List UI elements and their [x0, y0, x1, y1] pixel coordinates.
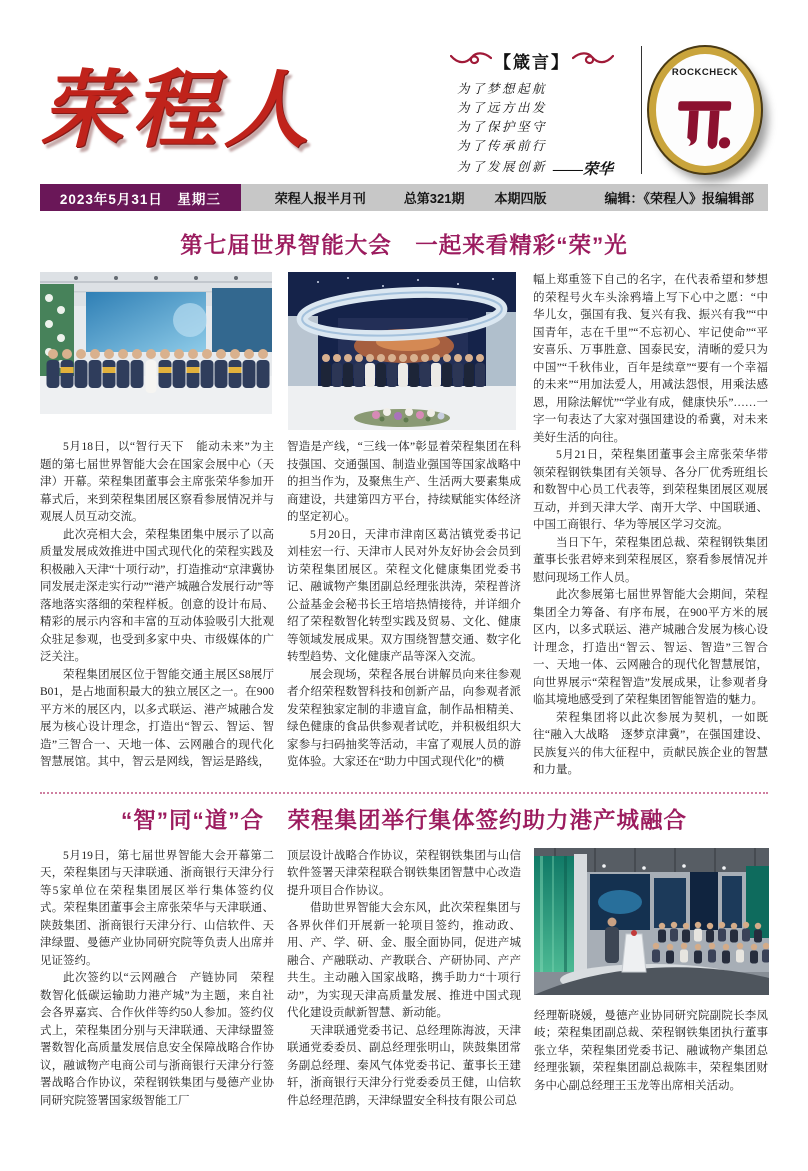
- paragraph: 智造是产线，“三线一体”彰显着荣程集团在科技强国、交通强国、制造业强国等国家战略中的担当作为，及聚焦生产、生活两大要素集成商建设，共建第四方平台，持续赋能实体经济的坚定初心。: [287, 441, 521, 523]
- motto-title: 【箴言】: [494, 53, 570, 72]
- motto-box: [423, 46, 641, 178]
- article2: [40, 848, 768, 1111]
- motto-line: 为了保护坚守: [457, 120, 548, 134]
- paragraph: 展会现场，荣程各展台讲解员向来往参观者介绍荣程数智科技和创新产品，向参观者派发荣程独家定制的非遗盲盒，制作品相精美、绿色健康的食品供参观者试吃，并积极组织大家参与扫码抽奖等活动，丰富了观展人员的游览体验。大家还在“助力中国式现代化”的横: [287, 668, 521, 768]
- paragraph: 此次亮相大会，荣程集团集中展示了以高质量发展成效推进中国式现代化的荣程实践及积极融入天津“十项行动”，打造推动“京津冀协同发展走深走实行动”“港产城融合发展行动”等落地落实落细的荣程样板。创意的设计布局、精彩的展示内容和丰富的互动体验吸引大批观众驻足参观，也受到多家中央、市级媒体的广泛关注。: [40, 528, 274, 663]
- flourish-left-icon: [450, 50, 492, 71]
- article2-headline: “智”同“道”合 荣程集团举行集体签约助力港产城融合: [120, 807, 687, 833]
- article2-column-2: [287, 848, 521, 1111]
- motto-lines: [423, 80, 641, 177]
- dateline-date: 2023年5月31日 星期三: [40, 184, 241, 211]
- editor-credit: 编辑：《荣程人》报编辑部: [604, 191, 754, 206]
- photo-exhibition-ring: [288, 272, 516, 430]
- paragraph: 荣程集团展区位于智能交通主展区S8展厅B01，是占地面积最大的独立展区之一。在900平方米的展区内，以多式联运、港产城融合发展为核心设计理念，打造出“智云、智运、智造”三智合一、天地一体、云网融合的现代化智慧展馆。其中，智云是网线，智运是路线，: [40, 668, 274, 768]
- paragraph: 荣程集团将以此次参展为契机，一如既往“融入大战略 逐梦京津冀”，在强国建设、民族复兴的伟大征程中，贡献民族企业的智慧和力量。: [533, 711, 768, 776]
- motto-line: 为了发展创新: [457, 160, 548, 174]
- dotted-divider: [40, 792, 768, 794]
- article2-column-1: [40, 848, 274, 1111]
- issue-number: 总第321期: [403, 191, 465, 206]
- article1: [40, 272, 768, 780]
- masthead: [40, 46, 423, 174]
- article2-column-3: [534, 848, 768, 1111]
- dateline-info: [241, 184, 768, 211]
- photo-workers-group: [40, 272, 272, 414]
- motto-signature: ——荣华: [553, 162, 614, 178]
- paragraph: 借助世界智能大会东风，此次荣程集团与各界伙伴们开展新一轮项目签约，推动政、用、产、学、研、金、服全面协同，促进产城融合、产融联动、产教联合、产研协同、产产共生。主动融入国家战略，携手助力“十项行动”，为实现天津高质量发展、推进中国式现代化建设贡献新智慧、新动能。: [287, 902, 521, 1019]
- paragraph: 当日下午，荣程集团总裁、荣程钢铁集团董事长张君婷来到荣程展区，察看参展情况并慰问现场工作人员。: [533, 536, 768, 584]
- article1-column-1: [40, 439, 274, 772]
- motto-line: 为了传承前行: [457, 139, 548, 153]
- pi-symbol-icon: [656, 78, 754, 166]
- flourish-right-icon: [572, 50, 614, 71]
- masthead-title: 荣程人: [40, 60, 317, 159]
- publication-name: 荣程人报半月刊: [274, 191, 366, 206]
- paragraph: 天津联通党委书记、总经理陈海波，天津联通党委委员、副总经理张明山，陕鼓集团常务副总经理、秦风气体党委书记、董事长王建轩，浙商银行天津分行党委委员王健，山信软件总经理范鹍，天津绿盟安全科技有限公司总: [287, 1024, 521, 1107]
- motto-line: 为了远方出发: [457, 101, 548, 115]
- dateline-bar: [40, 184, 768, 211]
- rockcheck-logo: [649, 47, 761, 173]
- paragraph: 顶层设计战略合作协议，荣程钢铁集团与山信软件签署天津荣程联合钢铁集团智慧中心改造提升项目合作协议。: [287, 849, 521, 897]
- paragraph: 5月21日，荣程集团董事会主席张荣华带领荣程钢铁集团有关领导、各分厂优秀班组长和数智中心员工代表等，到荣程集团展区观展互动，并到天津大学、南开大学、中国联通、中国工商银行、华为等展区学习交流。: [533, 449, 768, 531]
- article1-headline: 第七届世界智能大会 一起来看精彩“荣”光: [180, 233, 628, 258]
- edition-label: 本期四版: [494, 191, 547, 206]
- article1-column-2: [287, 439, 521, 772]
- article1-column-3: [533, 272, 768, 780]
- paragraph: 此次签约以“云网融合 产链协同 荣程数智化低碳运输助力港产城”为主题，来自社会各界嘉宾、合作伙伴等约50人参加。签约仪式上，荣程集团分别与天津联通、天津绿盟签署数智化高质量发展信息安全保障战略合作协议，融诚物产电商公司与浙商银行天津分行签署战略合作协议，荣程钢铁集团与曼德产业协同研究院签署国家级智能工厂: [40, 972, 274, 1107]
- paragraph: 5月20日，天津市津南区葛沽镇党委书记刘桂宏一行、天津市人民对外友好协会会员到访荣程集团展区。荣程文化健康集团党委书记、融诚物产集团副总经理张洪涛，荣程普济公益基金会秘书长王培培热情接待，并详细介绍了荣程数智化转型实践及贸易、文化、健康等领域发展成果。双方围绕智慧交通、数字化转型趋势、文化健康产品等深入交流。: [287, 528, 521, 663]
- motto-line: 为了梦想起航: [457, 82, 548, 96]
- article1-photos: [40, 272, 521, 430]
- paragraph: 经理靳晓媛，曼德产业协同研究院副院长李凤岐；荣程集团副总裁、荣程钢铁集团执行董事张立华，荣程集团党委书记、融诚物产集团总经理张颖，荣程集团副总裁陈丰，荣程集团财务中心副总经理王玉龙等出席相关活动。: [534, 1009, 768, 1092]
- paragraph: 幅上郑重签下自己的名字，在代表希望和梦想的荣程号火车头涂鸦墙上写下心中之愿：“中华儿女，强国有我、复兴有我、振兴有我”“中国青年，志在千里”“不忘初心、牢记使命”“平安喜乐、万事胜意、国泰民安，清晰的爱只为中国”“千秋伟业，百年是续章”“要有一个幸福的未来”“用加法爱人，用减法怨恨，用乘法感恩，用除法解忧”“学业有成，健康快乐”……一字一句表达了大家对强国建设的希冀，对未来美好生活的向往。: [533, 274, 768, 444]
- header: [40, 46, 768, 178]
- paragraph: 此次参展第七届世界智能大会期间，荣程集团全力筹备、有序布展，在900平方米的展区内，以多式联运、港产城融合发展为核心设计理念，打造出“智云、智运、智造”三智合一、天地一体、云网融合的现代化智慧展馆，向世界展示“荣程智造”发展成果，让参观者身临其境地感受到了荣程集团智能智造的魅力。: [533, 589, 768, 706]
- logo-area: [641, 46, 768, 174]
- paragraph: 5月18日，以“智行天下 能动未来”为主题的第七届世界智能大会在国家会展中心（天津）开幕。荣程集团董事会主席张荣华参加开幕式后，来到荣程集团展区察看参展情况并与观展人员互动交流。: [40, 441, 274, 523]
- paragraph: 5月19日，第七届世界智能大会开幕第二天，荣程集团与天津联通、浙商银行天津分行等5家单位在荣程集团展区举行集体签约仪式。荣程集团董事会主席张荣华与天津联通、陕鼓集团、浙商银行天津分行、山信软件、天津绿盟、曼德产业协同研究院等负责人出席并见证签约。: [40, 849, 274, 967]
- photo-signing-ceremony: [534, 848, 769, 995]
- logo-brand-text: ROCKCHECK: [671, 67, 739, 78]
